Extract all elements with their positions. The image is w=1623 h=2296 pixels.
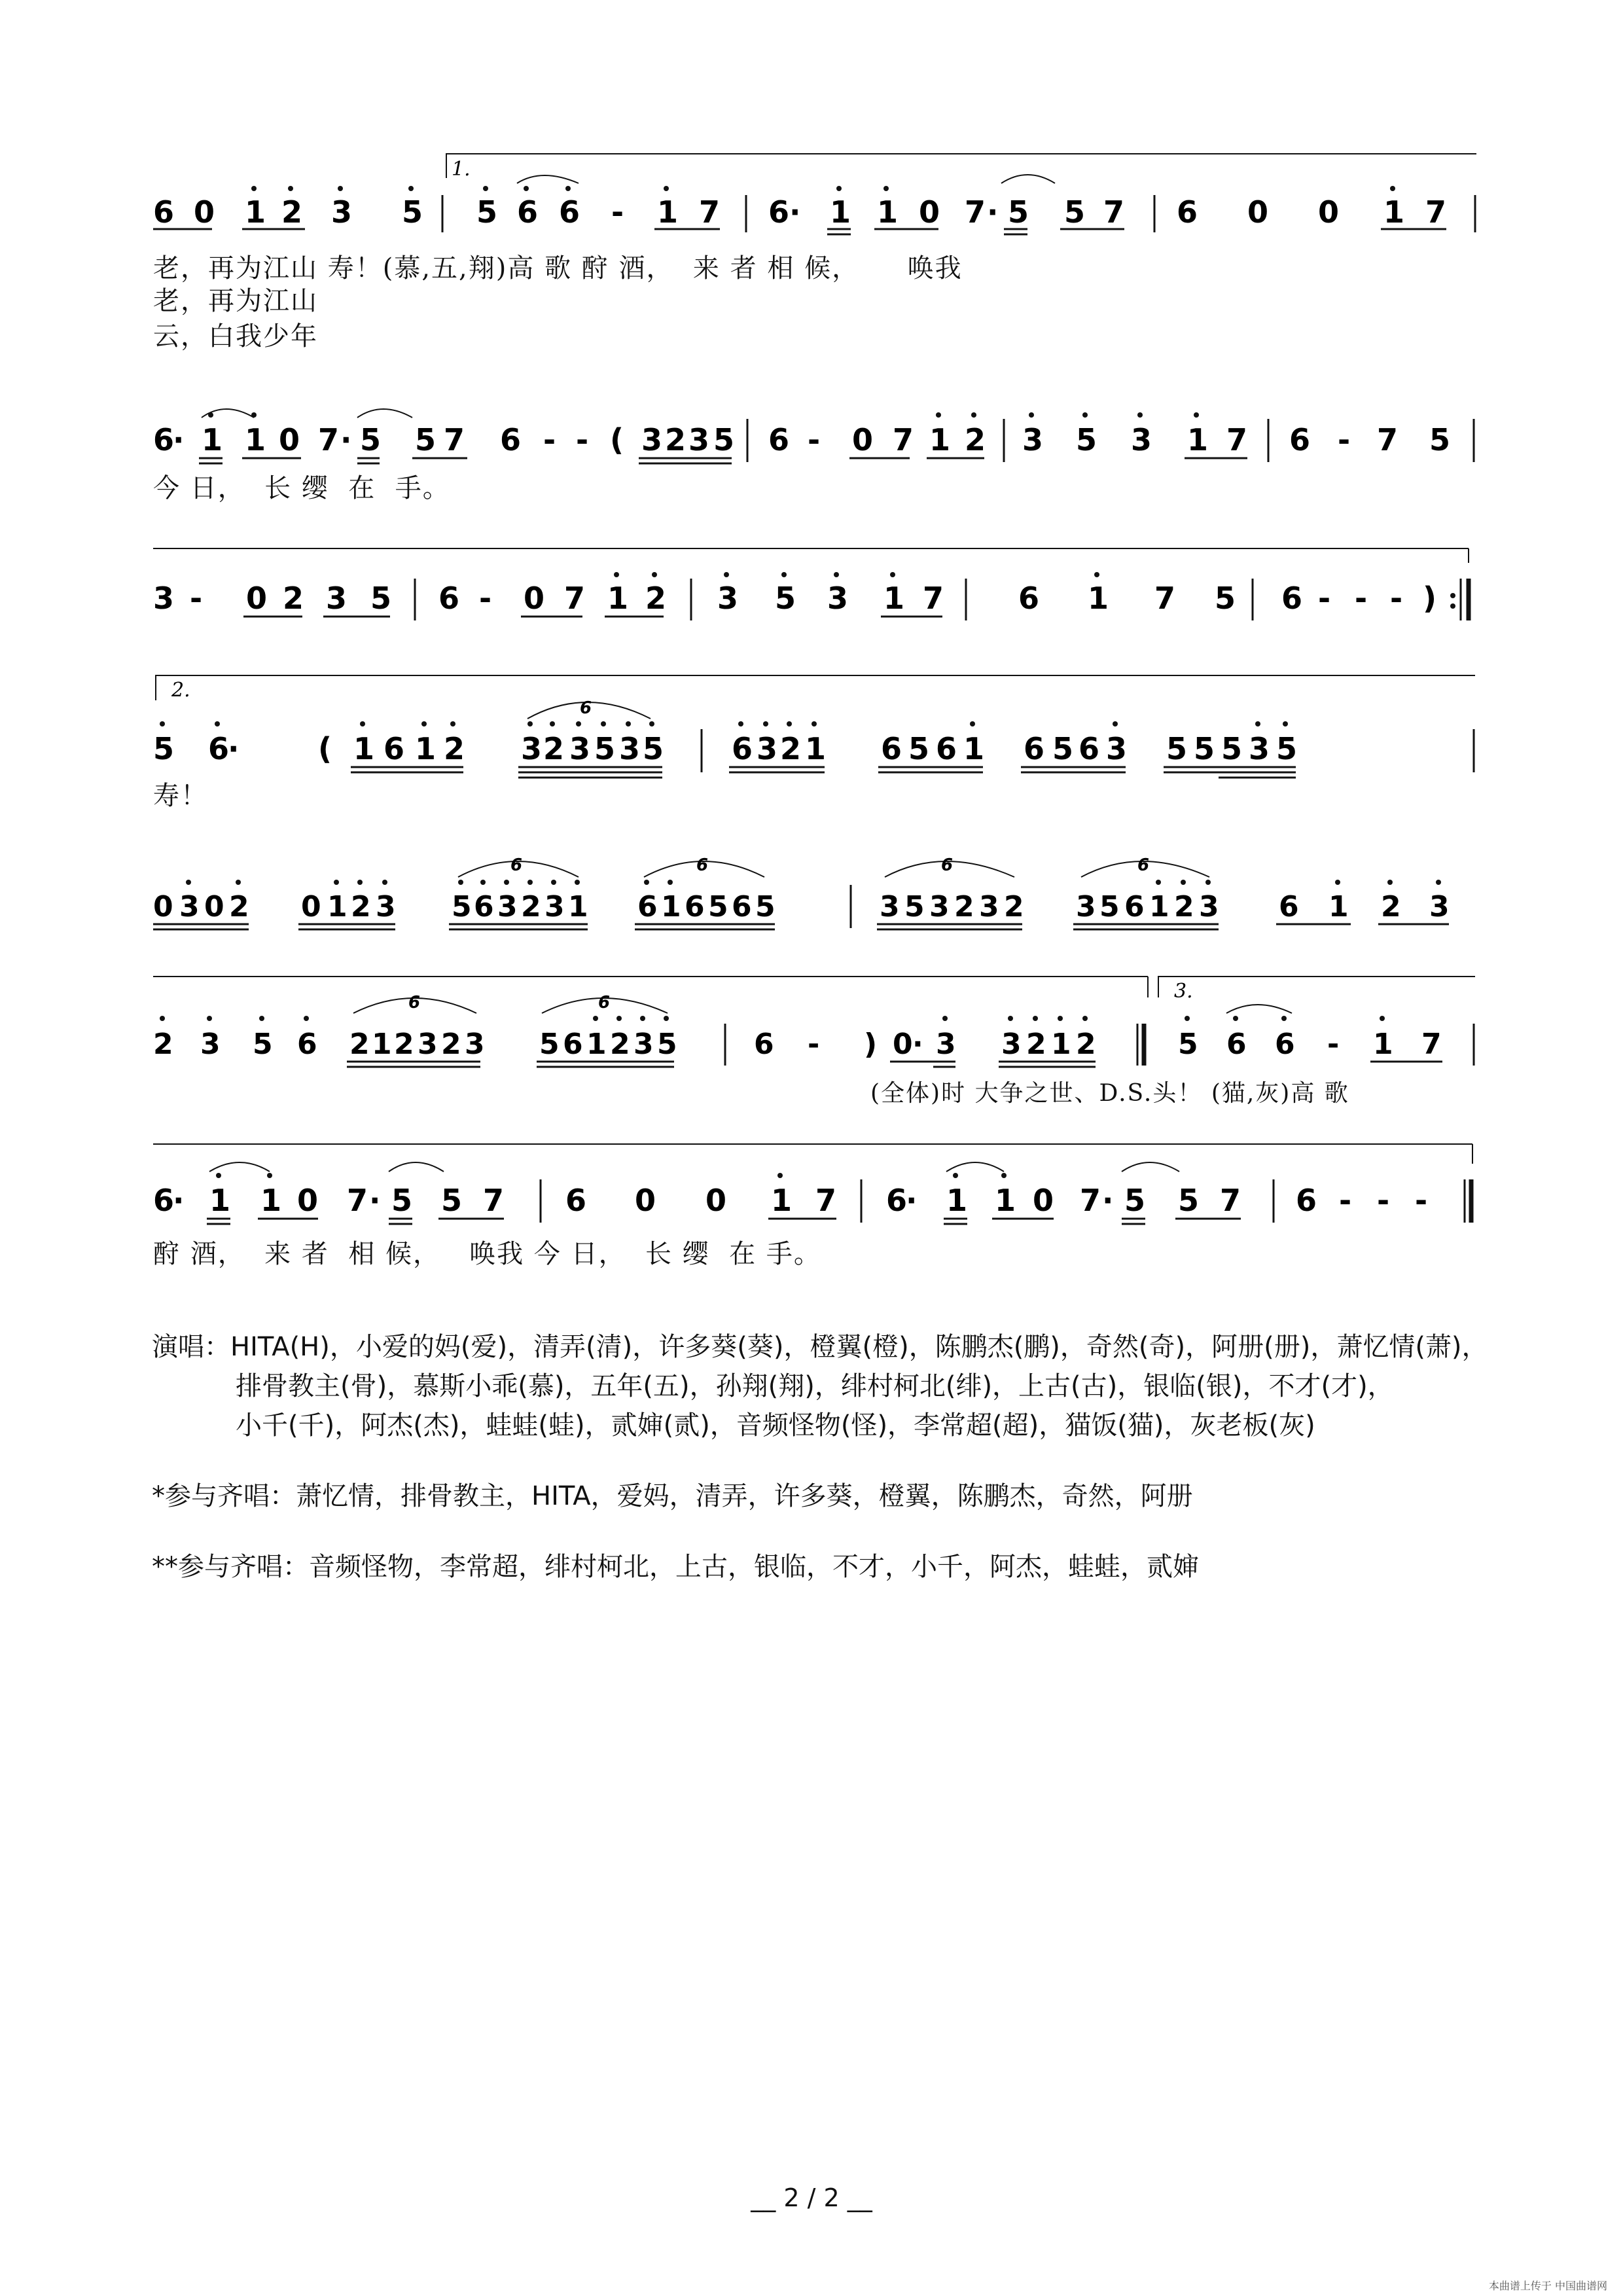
svg-text:5: 5 (1429, 422, 1451, 457)
singers-line-1 (152, 1327, 1526, 1367)
svg-text:5: 5 (1076, 422, 1097, 457)
lyric-line-1: 酧 酒， 来 者 相 候， 唤我 今 日， 长 缨 在 手。 (153, 1239, 821, 1269)
svg-text:7: 7 (1421, 1028, 1442, 1061)
svg-text:1: 1 (209, 1183, 231, 1218)
svg-text:6: 6 (153, 194, 175, 230)
svg-text:5: 5 (153, 731, 175, 766)
svg-text:5: 5 (594, 731, 616, 766)
svg-text:1: 1 (327, 890, 348, 924)
svg-text:5: 5 (1052, 731, 1074, 766)
svg-text:3: 3 (1022, 422, 1044, 457)
row-1-notation (153, 144, 1475, 340)
svg-text:3: 3 (936, 1028, 956, 1061)
svg-text:6: 6 (153, 422, 175, 457)
svg-text:6: 6 (732, 731, 753, 766)
singers-line-3: 小千(千)，阿杰(杰)，蛙蛙(蛙)，贰婶(贰)，音频怪物(怪)，李常超(超)，猫饭(猫)，灰老板(灰) (236, 1410, 1315, 1441)
svg-text:(: ( (318, 731, 332, 766)
svg-text:6: 6 (517, 194, 539, 230)
svg-text:3.: 3. (1174, 980, 1193, 1003)
svg-text:6: 6 (637, 890, 658, 924)
svg-text:6: 6 (732, 890, 752, 924)
svg-text:5: 5 (908, 731, 930, 766)
svg-text:7: 7 (815, 1183, 837, 1218)
svg-text:1: 1 (415, 731, 437, 766)
svg-text:): ) (1423, 581, 1437, 616)
svg-text:0: 0 (635, 1183, 656, 1218)
svg-text:7: 7 (318, 422, 340, 457)
svg-text:2: 2 (665, 422, 687, 457)
svg-text:0: 0 (705, 1183, 727, 1218)
svg-text:1: 1 (1383, 194, 1405, 230)
svg-text:6: 6 (685, 890, 705, 924)
svg-text:3: 3 (569, 731, 591, 766)
svg-text:3: 3 (1199, 890, 1219, 924)
svg-text:2: 2 (645, 581, 667, 616)
svg-text:3: 3 (929, 890, 950, 924)
svg-text:5: 5 (539, 1028, 560, 1061)
watermark: 本曲谱上传于 中国曲谱网 (1488, 2280, 1607, 2292)
svg-text:3: 3 (633, 1028, 654, 1061)
svg-text:-: - (576, 422, 589, 457)
svg-text:3: 3 (200, 1028, 221, 1061)
score-row-1 (153, 144, 1475, 406)
svg-text:7: 7 (965, 194, 986, 230)
svg-text:2: 2 (1026, 1028, 1046, 1061)
svg-text:5: 5 (657, 1028, 677, 1061)
svg-text:2: 2 (954, 890, 974, 924)
svg-text:7: 7 (893, 422, 914, 457)
svg-text:1: 1 (771, 1183, 793, 1218)
svg-text:0: 0 (297, 1183, 319, 1218)
svg-text:6: 6 (768, 422, 790, 457)
lyric-line-1: 今 日， 长 缨 在 手。 (153, 473, 450, 503)
svg-text:2: 2 (610, 1028, 630, 1061)
svg-text:2: 2 (965, 422, 986, 457)
svg-text:6: 6 (208, 731, 230, 766)
svg-text:5: 5 (441, 1183, 463, 1218)
svg-text:5: 5 (643, 731, 664, 766)
svg-text:0: 0 (153, 890, 173, 924)
svg-text:3: 3 (331, 194, 353, 230)
svg-text:3: 3 (418, 1028, 438, 1061)
svg-text:-: - (1327, 1028, 1340, 1061)
svg-text:2: 2 (521, 890, 541, 924)
svg-text:3: 3 (619, 731, 641, 766)
svg-text:5: 5 (415, 422, 437, 457)
svg-text:7: 7 (699, 194, 721, 230)
svg-text:-: - (1339, 1183, 1352, 1218)
svg-text:2: 2 (780, 731, 802, 766)
svg-text:6: 6 (580, 698, 592, 718)
svg-text:): ) (864, 1028, 878, 1061)
svg-text:6: 6 (565, 1183, 587, 1218)
chorus-line-1: *参与齐唱：萧忆情，排骨教主，HITA，爱妈，清弄，许多葵，橙翼，陈鹏杰，奇然，阿册 (152, 1481, 1193, 1511)
svg-text:·: · (789, 194, 801, 230)
svg-text:6: 6 (1137, 855, 1150, 875)
svg-text:3: 3 (497, 890, 518, 924)
svg-text:6: 6 (881, 731, 902, 766)
svg-text:5: 5 (1215, 581, 1236, 616)
svg-text:7: 7 (1226, 422, 1248, 457)
svg-text:0: 0 (919, 194, 940, 230)
svg-text:1: 1 (353, 731, 375, 766)
svg-text:1: 1 (372, 1028, 392, 1061)
svg-text:0: 0 (279, 422, 300, 457)
svg-text:6: 6 (559, 194, 580, 230)
svg-text:5: 5 (775, 581, 796, 616)
svg-text:7: 7 (444, 422, 465, 457)
svg-text:0: 0 (1247, 194, 1269, 230)
svg-text:6: 6 (1024, 731, 1045, 766)
svg-text:1: 1 (877, 194, 899, 230)
svg-text:3: 3 (1106, 731, 1128, 766)
svg-text:1: 1 (995, 1183, 1016, 1218)
svg-text:(: ( (610, 422, 624, 457)
singers-line-2: 排骨教主(骨)，慕斯小乖(慕)，五年(五)，孙翔(翔)，绯村柯北(绯)，上古(古)，银临(银)，不才(才)， (236, 1371, 1394, 1401)
svg-text:7: 7 (1425, 194, 1447, 230)
svg-text:5: 5 (452, 890, 472, 924)
svg-text:5: 5 (755, 890, 776, 924)
svg-text:-: - (1390, 581, 1403, 616)
svg-text:·: · (369, 1183, 381, 1218)
svg-text:3: 3 (979, 890, 999, 924)
svg-text:5: 5 (1221, 731, 1243, 766)
svg-text:1: 1 (1051, 1028, 1071, 1061)
svg-text:6: 6 (941, 855, 954, 875)
svg-text:-: - (1338, 422, 1351, 457)
svg-text:2: 2 (1004, 890, 1024, 924)
svg-text:6: 6 (696, 855, 709, 875)
svg-text:3: 3 (1001, 1028, 1022, 1061)
svg-text:2: 2 (229, 890, 249, 924)
svg-text:1: 1 (568, 890, 588, 924)
svg-text:5: 5 (370, 581, 392, 616)
svg-text:·: · (228, 731, 240, 766)
svg-text:6: 6 (438, 581, 460, 616)
svg-text:2: 2 (153, 1028, 173, 1061)
svg-text:2: 2 (281, 194, 303, 230)
svg-text:6: 6 (563, 1028, 583, 1061)
svg-text:6: 6 (1226, 1028, 1247, 1061)
svg-text:7: 7 (1154, 581, 1176, 616)
svg-text:0: 0 (1318, 194, 1340, 230)
svg-text:-: - (611, 194, 624, 230)
svg-text:6: 6 (474, 890, 494, 924)
svg-text:0: 0 (246, 581, 268, 616)
svg-text:6: 6 (1296, 1183, 1317, 1218)
lyric-line-1: (全体)时 大争之世、D.S.头！ (猫,灰)高 歌 (870, 1080, 1349, 1107)
svg-text:1: 1 (1149, 890, 1169, 924)
svg-text:5: 5 (1166, 731, 1188, 766)
svg-text:1: 1 (1373, 1028, 1393, 1061)
svg-text:0: 0 (301, 890, 321, 924)
svg-text:3: 3 (521, 731, 543, 766)
svg-text:6: 6 (500, 422, 522, 457)
svg-text:1: 1 (1187, 422, 1209, 457)
svg-text:·: · (987, 194, 999, 230)
svg-text:-: - (190, 581, 203, 616)
svg-text:7: 7 (1377, 422, 1399, 457)
credits-block (152, 1327, 1526, 1587)
svg-text:2: 2 (283, 581, 304, 616)
svg-text:0: 0 (524, 581, 545, 616)
svg-text:-: - (1318, 581, 1331, 616)
svg-text:5: 5 (360, 422, 382, 457)
svg-text:0: 0 (852, 422, 874, 457)
svg-text:1: 1 (1329, 890, 1349, 924)
svg-text:5: 5 (253, 1028, 273, 1061)
svg-text:5: 5 (1124, 1183, 1146, 1218)
svg-text:3: 3 (880, 890, 900, 924)
svg-text:3: 3 (544, 890, 565, 924)
svg-text:1: 1 (929, 422, 951, 457)
svg-text:3: 3 (1429, 890, 1450, 924)
svg-text:1: 1 (245, 194, 266, 230)
svg-text:0: 0 (194, 194, 215, 230)
svg-text:·: · (173, 422, 185, 457)
svg-text:3: 3 (827, 581, 849, 616)
svg-text:3: 3 (1249, 731, 1270, 766)
svg-text:-: - (808, 422, 821, 457)
svg-text:6: 6 (383, 731, 405, 766)
svg-text:6: 6 (1124, 890, 1145, 924)
svg-text:2: 2 (1174, 890, 1194, 924)
svg-text:6: 6 (1079, 731, 1100, 766)
svg-text:6: 6 (408, 993, 421, 1013)
svg-text:-: - (1377, 1183, 1390, 1218)
svg-text:6: 6 (1279, 890, 1299, 924)
svg-text:·: · (173, 1183, 185, 1218)
svg-text:3: 3 (717, 581, 739, 616)
svg-text:3: 3 (1131, 422, 1152, 457)
svg-text:1: 1 (946, 1183, 968, 1218)
svg-text:2: 2 (1381, 890, 1401, 924)
svg-text:6: 6 (754, 1028, 774, 1061)
svg-text:2: 2 (394, 1028, 414, 1061)
svg-text:·: · (906, 1183, 918, 1218)
svg-text:6: 6 (297, 1028, 317, 1061)
svg-text:6: 6 (1289, 422, 1311, 457)
svg-text:·: · (912, 1028, 923, 1061)
svg-text:1: 1 (963, 731, 985, 766)
svg-text:2: 2 (349, 1028, 370, 1061)
svg-text:1: 1 (883, 581, 905, 616)
svg-text:0: 0 (893, 1028, 913, 1061)
svg-text:7: 7 (923, 581, 944, 616)
svg-text:5: 5 (713, 422, 735, 457)
svg-text:2: 2 (1076, 1028, 1096, 1061)
svg-text:6: 6 (1275, 1028, 1295, 1061)
page-number: __ 2 / 2 __ (751, 2183, 872, 2212)
svg-text:6: 6 (510, 855, 523, 875)
lyric-line-1: 老，再为江山 寿！(慕,五,翔)高 歌 酧 酒， 来 者 相 候， 唤我 (153, 253, 963, 283)
svg-text:2: 2 (441, 1028, 461, 1061)
svg-text:3: 3 (326, 581, 348, 616)
chorus-line-2: **参与齐唱：音频怪物，李常超，绯村柯北，上古，银临，不才，小千，阿杰，蛙蛙，贰婶 (152, 1552, 1199, 1582)
svg-text:3: 3 (179, 890, 200, 924)
svg-text:5: 5 (476, 194, 498, 230)
svg-text:2: 2 (543, 731, 565, 766)
svg-text:3: 3 (688, 422, 710, 457)
svg-text:6: 6 (1281, 581, 1303, 616)
svg-text:5: 5 (391, 1183, 413, 1218)
svg-text:1: 1 (805, 731, 827, 766)
svg-text:2: 2 (351, 890, 371, 924)
svg-text:3: 3 (757, 731, 778, 766)
svg-text:3: 3 (153, 581, 175, 616)
svg-text:5: 5 (1276, 731, 1298, 766)
svg-text:1: 1 (657, 194, 679, 230)
svg-text:1: 1 (1088, 581, 1109, 616)
svg-text:5: 5 (1194, 731, 1215, 766)
svg-text:5: 5 (1178, 1028, 1198, 1061)
svg-text:-: - (808, 1028, 820, 1061)
svg-text:1: 1 (661, 890, 681, 924)
svg-text:1: 1 (586, 1028, 607, 1061)
svg-text:-: - (1415, 1183, 1428, 1218)
svg-text:5: 5 (1064, 194, 1086, 230)
svg-text:1: 1 (830, 194, 851, 230)
svg-text:1: 1 (202, 422, 223, 457)
svg-text:6: 6 (1018, 581, 1040, 616)
svg-text:3: 3 (376, 890, 396, 924)
svg-text:·: · (1102, 1183, 1114, 1218)
lyric-line-1: 寿！ (153, 781, 208, 811)
svg-text:1: 1 (260, 1183, 282, 1218)
svg-text:6: 6 (598, 993, 611, 1013)
svg-text:·: · (340, 422, 352, 457)
row-5-notation (153, 844, 1475, 942)
svg-text:-: - (479, 581, 492, 616)
svg-text:5: 5 (1099, 890, 1120, 924)
svg-text:7: 7 (1103, 194, 1125, 230)
svg-text:7: 7 (483, 1183, 505, 1218)
svg-text:1.: 1. (452, 158, 471, 181)
svg-text:5: 5 (402, 194, 423, 230)
svg-text:5: 5 (1008, 194, 1029, 230)
svg-text:6: 6 (153, 1183, 175, 1218)
svg-text:7: 7 (564, 581, 586, 616)
svg-text:5: 5 (708, 890, 728, 924)
svg-text:2: 2 (444, 731, 465, 766)
svg-text:1: 1 (607, 581, 629, 616)
svg-text:6: 6 (936, 731, 957, 766)
svg-text:3: 3 (641, 422, 663, 457)
svg-text:3: 3 (1076, 890, 1096, 924)
svg-text:7: 7 (1220, 1183, 1241, 1218)
svg-text:0: 0 (1033, 1183, 1054, 1218)
svg-text:0: 0 (204, 890, 224, 924)
svg-text:5: 5 (904, 890, 925, 924)
singers-names-1: HITA(H)，小爱的妈(爱)，清弄(清)，许多葵(葵)，橙翼(橙)，陈鹏杰(鹏)，奇然(奇)，阿册(册)，萧忆情(萧)， (230, 1332, 1488, 1362)
svg-text:-: - (543, 422, 556, 457)
singers-label: 演唱： (152, 1332, 230, 1362)
svg-text:5: 5 (1178, 1183, 1200, 1218)
row-4-notation (153, 668, 1475, 798)
lyric-line-3: 云，白我少年 (153, 321, 318, 351)
svg-text:6: 6 (768, 194, 790, 230)
svg-text:6: 6 (1177, 194, 1198, 230)
svg-text:2.: 2. (171, 679, 190, 702)
row-3-notation (153, 543, 1475, 635)
svg-text:7: 7 (1080, 1183, 1101, 1218)
lyric-line-2: 老，再为江山 (153, 286, 318, 316)
svg-text:1: 1 (245, 422, 266, 457)
svg-text:-: - (1355, 581, 1368, 616)
svg-text:7: 7 (347, 1183, 368, 1218)
svg-text:3: 3 (465, 1028, 485, 1061)
svg-text:6: 6 (886, 1183, 908, 1218)
